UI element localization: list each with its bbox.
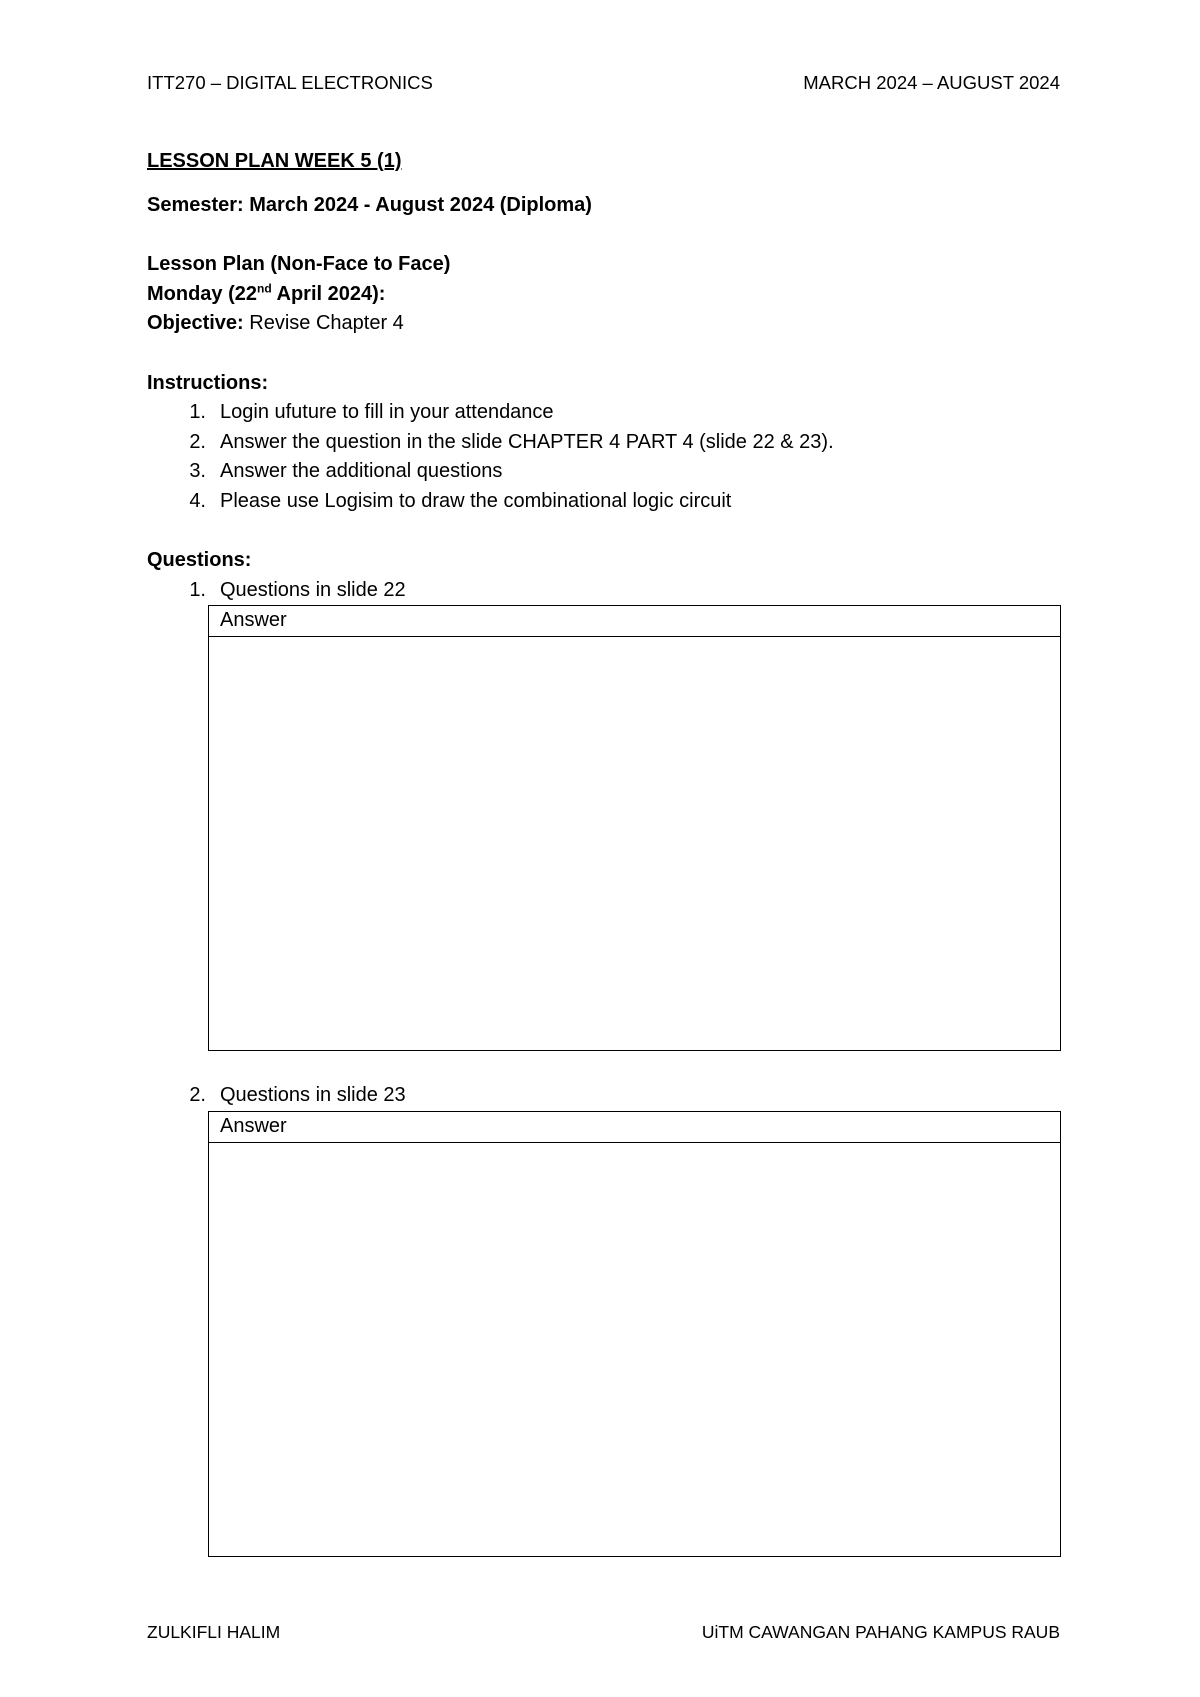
answer-box-slide-23[interactable] bbox=[208, 1111, 1061, 1557]
objective-label: Objective: bbox=[147, 312, 244, 334]
questions-heading: Questions: bbox=[147, 549, 252, 571]
item-text: Answer the additional questions bbox=[220, 460, 503, 482]
instructions-heading: Instructions: bbox=[147, 371, 269, 394]
answer-label: Answer bbox=[209, 606, 1060, 637]
list-item bbox=[147, 398, 1060, 428]
item-number: 4. bbox=[189, 489, 206, 512]
item-text: Please use Logisim to draw the combinational logic circuit bbox=[220, 489, 732, 512]
question-text: Questions in slide 22 bbox=[220, 578, 406, 601]
lesson-content bbox=[147, 147, 1060, 1557]
question-number: 1. bbox=[189, 578, 206, 601]
header-semester: MARCH 2024 – AUGUST 2024 bbox=[803, 72, 1060, 93]
date-ordinal: nd bbox=[257, 280, 272, 295]
item-number: 3. bbox=[189, 460, 206, 482]
footer-institution: UiTM CAWANGAN PAHANG KAMPUS RAUB bbox=[701, 1622, 1060, 1642]
item-number: 1. bbox=[189, 401, 206, 423]
semester-line: Semester: March 2024 - August 2024 (Diploma) bbox=[147, 193, 592, 216]
item-number: 2. bbox=[189, 430, 206, 453]
date-prefix: Monday (22 bbox=[147, 282, 258, 305]
page-footer bbox=[147, 1621, 1060, 1643]
lesson-mode: Lesson Plan (Non-Face to Face) bbox=[147, 253, 451, 275]
list-item bbox=[147, 457, 1060, 487]
page-header bbox=[147, 72, 1060, 94]
item-text: Answer the question in the slide CHAPTER 4 PART 4 (slide 22 & 23). bbox=[220, 430, 834, 453]
list-item bbox=[147, 487, 1060, 517]
question-item bbox=[147, 576, 1060, 606]
objective-value: Revise Chapter 4 bbox=[243, 312, 404, 334]
date-suffix: April 2024): bbox=[271, 282, 386, 305]
answer-box-slide-22[interactable] bbox=[208, 605, 1061, 1051]
questions-list bbox=[147, 576, 1060, 606]
item-text: Login ufuture to fill in your attendance bbox=[220, 401, 554, 423]
lesson-title: LESSON PLAN WEEK 5 (1) bbox=[147, 150, 402, 172]
question-number: 2. bbox=[189, 1084, 206, 1106]
lesson-date bbox=[147, 280, 1060, 310]
objective-line bbox=[147, 309, 1060, 339]
answer-area[interactable] bbox=[209, 637, 1060, 1050]
footer-author: ZULKIFLI HALIM bbox=[147, 1622, 281, 1642]
answer-area[interactable] bbox=[209, 1143, 1060, 1556]
question-item bbox=[147, 1081, 1060, 1111]
answer-label: Answer bbox=[209, 1112, 1060, 1143]
instructions-list bbox=[147, 398, 1060, 516]
list-item bbox=[147, 428, 1060, 458]
questions-list bbox=[147, 1081, 1060, 1111]
header-course: ITT270 – DIGITAL ELECTRONICS bbox=[147, 72, 433, 93]
question-text: Questions in slide 23 bbox=[220, 1084, 406, 1106]
